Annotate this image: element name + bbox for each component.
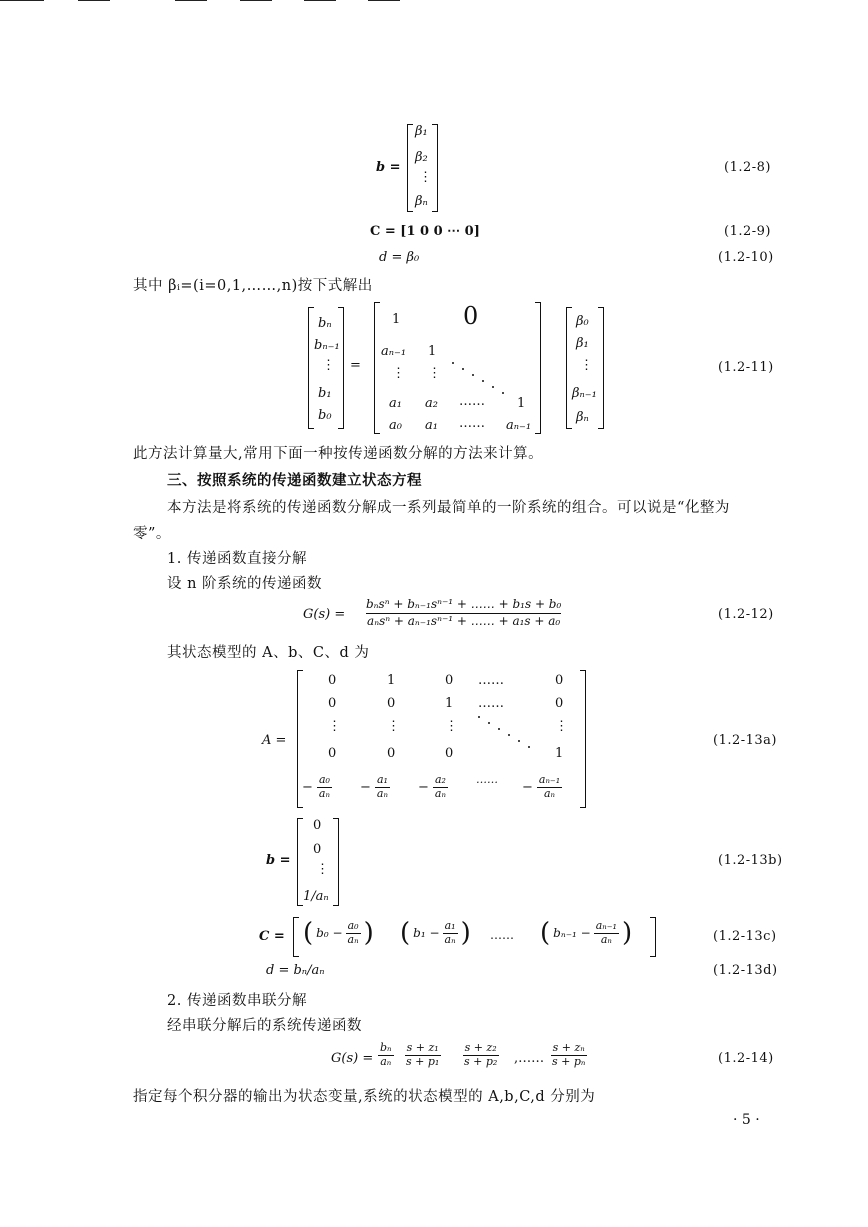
left-paren: (	[303, 918, 314, 948]
a-matrix-last-entry	[360, 774, 390, 800]
bracket-left	[293, 917, 299, 957]
right-paren: )	[460, 918, 471, 948]
paragraph-line: 零”。	[133, 526, 171, 542]
a-entry: 1	[428, 344, 437, 359]
left-paren: (	[540, 918, 551, 948]
where-line: 其中 βᵢ=(i=0,1,……,n)按下式解出	[133, 278, 373, 294]
eq-number: (1.2-8)	[724, 160, 771, 175]
bracket-left	[308, 307, 314, 429]
b-entry: 0	[313, 818, 322, 833]
a-entry: ⋮	[392, 366, 405, 381]
subsection-1-intro: 设 n 阶系统的传递函数	[167, 576, 323, 592]
c-row-equation: C = [1 0 0 ⋯ 0]	[370, 224, 480, 239]
numerator: a₁	[444, 918, 456, 932]
equals-sign: =	[350, 358, 361, 373]
a-entry: aₙ₋₁	[506, 418, 532, 433]
a-entry: ……	[459, 416, 485, 431]
beta-n: βₙ	[415, 194, 428, 209]
eq-number: (1.2-9)	[724, 224, 771, 239]
b-entry: b₀	[318, 408, 332, 423]
eq-number: (1.2-13b)	[718, 853, 783, 868]
vdots: ⋮	[419, 170, 432, 185]
a-matrix-entry: 0	[555, 673, 564, 688]
eq-number: (1.2-13c)	[713, 929, 777, 944]
numerator: s + z₁	[406, 1041, 439, 1054]
c-label: C =	[259, 929, 285, 944]
a-matrix-entry: 0	[387, 746, 396, 761]
bracket-right	[598, 307, 604, 429]
paragraph-line: 本方法是将系统的传递函数分解成一系列最简单的一阶系统的组合。可以说是“化整为	[167, 500, 730, 516]
a-matrix-entry: 1	[387, 673, 396, 688]
beta-entry: βₙ	[576, 410, 589, 425]
minus-sign: −	[522, 779, 533, 795]
subsection-1-title: 1. 传递函数直接分解	[167, 551, 307, 567]
denominator: aₙ	[600, 932, 612, 946]
top-rule	[175, 0, 207, 1]
b-entry: 1/aₙ	[303, 889, 329, 904]
numerator: bₙ	[380, 1041, 392, 1054]
a-entry: ⋮	[428, 366, 441, 381]
c-term-b: b₁ −	[413, 926, 440, 940]
b-entry: 0	[313, 842, 322, 857]
eq-number: (1.2-10)	[718, 250, 774, 265]
minus-sign: −	[418, 779, 429, 795]
eq-number: (1.2-11)	[718, 360, 774, 375]
a-entry: aₙ₋₁	[381, 344, 407, 359]
numerator: a₁	[376, 773, 388, 786]
factor-separator: ,……	[514, 1051, 545, 1066]
bracket-right	[650, 917, 656, 957]
b-entry: ⋮	[322, 358, 335, 373]
subsection-2-title: 2. 传递函数串联分解	[167, 993, 307, 1009]
b-label: b =	[376, 160, 401, 175]
g-lhs: G(s) =	[331, 1051, 374, 1066]
numerator: s + z₂	[464, 1041, 497, 1054]
beta-entry: ⋮	[580, 358, 593, 373]
a-matrix-entry: 1	[555, 746, 564, 761]
last-line: 指定每个积分器的输出为状态变量,系统的状态模型的 A,b,C,d 分别为	[133, 1089, 596, 1105]
numerator: aₙ₋₁	[538, 773, 561, 786]
factor-fraction	[378, 1042, 394, 1068]
g-lhs: G(s) =	[303, 607, 346, 622]
denominator: aₙ	[318, 786, 330, 800]
eq-number: (1.2-13d)	[713, 963, 778, 978]
bracket-left	[407, 124, 413, 212]
c-term-b: ……	[490, 928, 514, 942]
a-entry: a₁	[425, 418, 438, 433]
d-equation: d = bₙ/aₙ	[266, 963, 325, 978]
a-matrix-entry: ⋮	[328, 719, 341, 734]
denominator: aₙ	[380, 1054, 392, 1068]
a-matrix-last-entry	[472, 774, 498, 787]
left-paren: (	[400, 918, 411, 948]
denominator: aₙ	[434, 786, 446, 800]
minus-sign: −	[360, 779, 371, 795]
bracket-right	[580, 670, 586, 808]
beta-1: β₁	[415, 124, 428, 139]
numerator: a₀	[347, 918, 359, 932]
a-matrix-last-entry	[418, 774, 448, 800]
d-equation: d = β₀	[379, 250, 420, 265]
factor-fraction	[550, 1042, 587, 1068]
top-rule	[368, 0, 400, 1]
bracket-right	[432, 124, 438, 212]
bracket-left	[374, 302, 380, 434]
top-rule	[240, 0, 272, 1]
beta-entry: β₁	[576, 336, 589, 351]
denominator: aₙ	[376, 786, 388, 800]
denominator: s + p₁	[406, 1054, 440, 1068]
beta-2: β₂	[415, 150, 428, 165]
top-rule	[304, 0, 336, 1]
minus-sign: −	[302, 779, 313, 795]
a-entry: a₂	[425, 396, 438, 411]
subsection-2-intro: 经串联分解后的系统传递函数	[167, 1018, 362, 1034]
b-entry: b₁	[318, 386, 332, 401]
a-matrix-entry: 0	[445, 673, 454, 688]
c-term	[303, 918, 374, 948]
numerator: s + zₙ	[552, 1041, 585, 1054]
b-label: b =	[266, 853, 291, 868]
beta-entry: β₀	[576, 314, 589, 329]
numerator: ……	[476, 773, 498, 786]
beta-entry: βₙ₋₁	[572, 386, 597, 401]
factor-fraction	[404, 1042, 441, 1068]
bracket-left	[566, 307, 572, 429]
a-matrix-entry: ……	[478, 696, 504, 711]
a-entry: ……	[459, 394, 485, 409]
numerator: a₂	[434, 773, 446, 786]
a-matrix-last-entry	[522, 774, 562, 800]
denominator: s + p₂	[464, 1054, 498, 1068]
a-matrix-entry: ……	[478, 673, 504, 688]
c-term	[400, 918, 471, 948]
factor-fraction	[462, 1042, 499, 1068]
top-rule	[78, 0, 110, 1]
c-term-b: bₙ₋₁ −	[553, 926, 591, 940]
a-entry: 1	[517, 396, 526, 411]
heavy-computation-line: 此方法计算量大,常用下面一种按传递函数分解的方法来计算。	[133, 446, 544, 462]
a-matrix-entry: ⋮	[445, 719, 458, 734]
a-matrix-entry: 0	[328, 673, 337, 688]
zero-block: 0	[463, 302, 479, 330]
b-entry: bₙ₋₁	[314, 338, 340, 353]
denominator: aₙ	[544, 786, 556, 800]
a-entry: a₀	[389, 418, 402, 433]
a-matrix-entry: 0	[555, 696, 564, 711]
page-number: · 5 ·	[733, 1112, 760, 1128]
b-entry: bₙ	[318, 316, 332, 331]
c-term	[540, 918, 632, 948]
numerator: bₙsⁿ + bₙ₋₁sⁿ⁻¹ + …… + b₁s + b₀	[366, 597, 562, 611]
a-matrix-last-entry	[302, 774, 332, 800]
state-model-intro: 其状态模型的 A、b、C、d 为	[167, 645, 370, 661]
a-entry: a₁	[389, 396, 402, 411]
a-entry: 1	[392, 312, 401, 327]
numerator: aₙ₋₁	[595, 918, 617, 932]
denominator: aₙsⁿ + aₙ₋₁sⁿ⁻¹ + …… + a₁s + a₀	[367, 613, 561, 628]
a-matrix-entry: 0	[328, 696, 337, 711]
eq-number: (1.2-14)	[718, 1051, 774, 1066]
a-matrix-entry: 0	[387, 696, 396, 711]
a-label: A =	[262, 733, 287, 748]
section-3-title: 三、按照系统的传递函数建立状态方程	[167, 472, 422, 489]
bracket-right	[338, 307, 344, 429]
a-matrix-entry: 0	[445, 746, 454, 761]
denominator: s + pₙ	[552, 1054, 586, 1068]
denominator: aₙ	[347, 932, 359, 946]
transfer-function-fraction	[366, 597, 561, 629]
c-term-b: b₀ −	[316, 926, 343, 940]
a-matrix-entry: 1	[445, 696, 454, 711]
c-term	[490, 918, 514, 942]
eq-number: (1.2-12)	[718, 607, 774, 622]
denominator: aₙ	[444, 932, 456, 946]
right-paren: )	[621, 918, 633, 948]
eq-number: (1.2-13a)	[713, 733, 778, 748]
a-matrix-entry: 0	[328, 746, 337, 761]
b-entry: ⋮	[316, 862, 329, 877]
a-matrix-entry: ⋮	[555, 719, 568, 734]
top-rule	[0, 0, 44, 1]
bracket-right	[535, 302, 541, 434]
bracket-right	[333, 818, 339, 906]
a-matrix-entry: ⋮	[387, 719, 400, 734]
numerator: a₀	[318, 773, 330, 786]
right-paren: )	[363, 918, 374, 948]
